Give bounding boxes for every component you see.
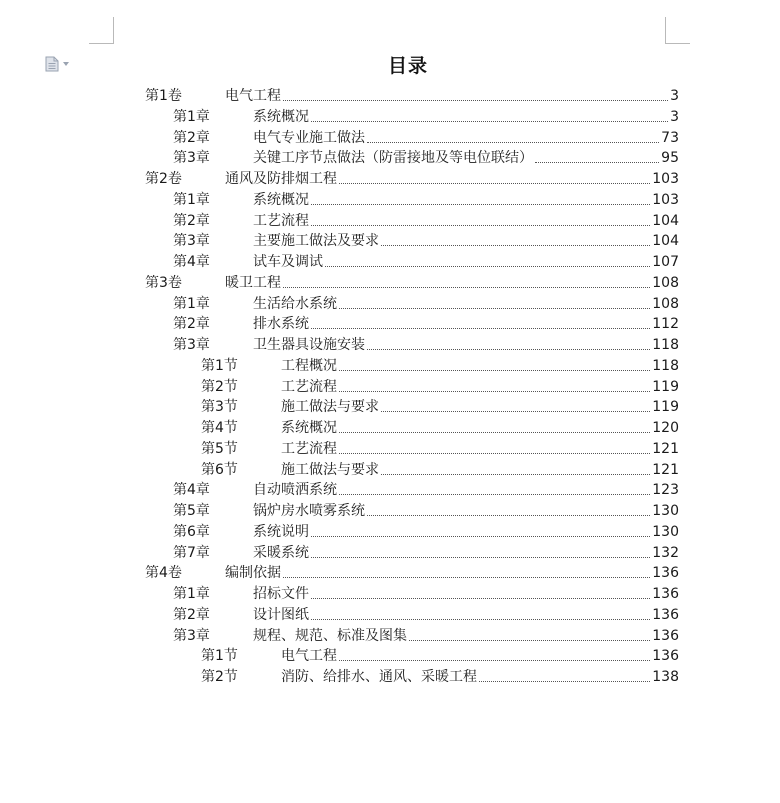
toc-entry-title: 工艺流程 (281, 440, 337, 457)
toc-dot-leader (283, 287, 650, 288)
toc-entry-number: 第5节 (201, 440, 238, 457)
toc-entry-page: 136 (652, 565, 679, 582)
toc-entry-page: 108 (652, 295, 679, 312)
toc-entry-page: 120 (652, 420, 679, 436)
toc-entry-page: 107 (652, 254, 679, 270)
toc-dot-leader (339, 391, 650, 392)
toc-dot-leader (311, 619, 650, 620)
toc-dot-leader (367, 142, 659, 143)
toc-entry[interactable] (173, 584, 679, 604)
toc-dot-leader (311, 204, 650, 205)
toc-entry-title: 系统概况 (253, 108, 309, 125)
toc-dot-leader (311, 557, 650, 558)
toc-dot-leader (381, 411, 650, 412)
toc-entry[interactable] (173, 605, 679, 625)
toc-entry-title: 工程概况 (281, 357, 337, 374)
toc-entry[interactable] (201, 667, 679, 687)
toc-entry-number: 第4章 (173, 254, 210, 270)
toc-entry[interactable] (173, 480, 679, 500)
toc-dot-leader (311, 598, 650, 599)
toc-entry-number: 第3章 (173, 337, 210, 353)
toc-entry-page: 119 (652, 399, 679, 416)
toc-entry[interactable] (145, 169, 679, 189)
page-corner-mark-top-right (665, 17, 690, 44)
toc-entry[interactable] (145, 86, 679, 106)
toc-entry-page: 3 (670, 108, 679, 125)
toc-entry[interactable] (201, 646, 679, 666)
toc-entry-title: 编制依据 (225, 565, 281, 582)
toc-dot-leader (479, 681, 650, 682)
toc-entry[interactable] (173, 190, 679, 210)
toc-entry-title: 工艺流程 (253, 212, 309, 229)
toc-entry-page: 95 (661, 150, 679, 167)
toc-dot-leader (339, 370, 650, 371)
toc-dot-leader (339, 183, 650, 184)
toc-entry-title: 自动喷洒系统 (253, 482, 337, 499)
toc-entry-page: 118 (652, 337, 679, 353)
toc-entry-number: 第1卷 (145, 88, 182, 104)
toc-dot-leader (283, 100, 668, 101)
toc-entry[interactable] (173, 211, 679, 231)
toc-entry-number: 第5章 (173, 503, 210, 519)
toc-entry-title: 锅炉房水喷雾系统 (253, 503, 365, 519)
toc-entry-number: 第2章 (173, 316, 210, 333)
toc-entry-number: 第2节 (201, 378, 238, 395)
toc-entry[interactable] (145, 563, 679, 583)
toc-entry-page: 119 (652, 378, 679, 395)
toc-dot-leader (381, 474, 650, 475)
toc-entry-number: 第1章 (173, 191, 210, 208)
toc-dot-leader (311, 328, 650, 329)
toc-entry-number: 第3章 (173, 627, 210, 644)
toc-entry-number: 第3卷 (145, 274, 182, 291)
toc-entry-page: 136 (652, 586, 679, 602)
toc-dot-leader (339, 453, 650, 454)
toc-entry-page: 3 (670, 88, 679, 104)
toc-dot-leader (339, 660, 650, 661)
toc-entry-title: 电气工程 (281, 648, 337, 665)
toc-entry-page: 130 (652, 503, 679, 519)
toc-entry-title: 设计图纸 (253, 606, 309, 623)
toc-entry-title: 试车及调试 (253, 254, 323, 270)
toc-entry-number: 第3章 (173, 233, 210, 250)
toc-entry[interactable] (173, 626, 679, 646)
toc-dot-leader (311, 121, 668, 122)
toc-entry-number: 第4卷 (145, 565, 182, 582)
toc-entry[interactable] (173, 252, 679, 272)
toc-entry-title: 生活给水系统 (253, 295, 337, 312)
toc-entry-title: 电气专业施工做法 (253, 129, 365, 146)
toc-title: 目录 (387, 55, 428, 77)
toc-dot-leader (367, 515, 650, 516)
toc-entry[interactable] (201, 460, 679, 480)
toc-dot-leader (325, 266, 650, 267)
toc-entry-number: 第3章 (173, 150, 210, 167)
toc-entry[interactable] (173, 501, 679, 521)
toc-entry[interactable] (201, 439, 679, 459)
toc-dot-leader (339, 308, 650, 309)
toc-dot-leader (381, 245, 650, 246)
toc-entry-number: 第1节 (201, 357, 238, 374)
toc-entry-page: 136 (652, 606, 679, 623)
toc-entry-page: 73 (661, 129, 679, 146)
toc-entry-number: 第6节 (201, 461, 238, 478)
toc-entry-title: 卫生器具设施安装 (253, 337, 365, 353)
toc-dot-leader (367, 349, 650, 350)
toc-entry-number: 第2章 (173, 129, 210, 146)
toc-entry-number: 第1章 (173, 108, 210, 125)
toc-entry[interactable] (173, 522, 679, 542)
toc-entry-number: 第4章 (173, 482, 210, 499)
toc-entry-title: 系统概况 (281, 420, 337, 436)
toc-entry-title: 电气工程 (225, 88, 281, 104)
toc-entry[interactable] (201, 397, 679, 417)
toc-entry-page: 138 (652, 669, 679, 685)
toc-entry-page: 130 (652, 523, 679, 540)
toc-entry-number: 第1节 (201, 648, 238, 665)
toc-dot-leader (311, 536, 650, 537)
toc-entry-title: 暖卫工程 (225, 274, 281, 291)
toc-dot-leader (283, 577, 650, 578)
toc-entry-page: 136 (652, 627, 679, 644)
toc-entry-page: 108 (652, 274, 679, 291)
toc-entry-number: 第2卷 (145, 171, 182, 187)
toc-entry-number: 第2节 (201, 669, 238, 685)
toc-entry-number: 第2章 (173, 606, 210, 623)
toc-entry[interactable] (173, 107, 679, 127)
toc-entry-title: 施工做法与要求 (281, 399, 379, 416)
toc-entry-page: 132 (652, 544, 679, 561)
toc-entry-page: 121 (652, 461, 679, 478)
toc-entry-number: 第4节 (201, 420, 238, 436)
toc-entry[interactable] (201, 418, 679, 438)
toc-entry[interactable] (173, 231, 679, 251)
toc-entry-page: 104 (652, 212, 679, 229)
toc-entry-title: 招标文件 (253, 586, 309, 602)
toc-dot-leader (535, 162, 659, 163)
toc-entry-page: 136 (652, 648, 679, 665)
toc-entry[interactable] (173, 314, 679, 334)
toc-entry-title: 系统说明 (253, 523, 309, 540)
toc-entry[interactable] (173, 294, 679, 314)
toc-dot-leader (339, 432, 650, 433)
toc-dot-leader (339, 494, 650, 495)
toc-entry-number: 第6章 (173, 523, 210, 540)
toc-entry-title: 主要施工做法及要求 (253, 233, 379, 250)
toc-entry-page: 112 (652, 316, 679, 333)
toc-entry[interactable] (173, 148, 679, 168)
toc-entry-page: 123 (652, 482, 679, 499)
toc-entry-number: 第1章 (173, 586, 210, 602)
toc-entry-page: 118 (652, 357, 679, 374)
toc-entry-title: 关键工序节点做法（防雷接地及等电位联结） (253, 150, 533, 167)
toc-entry-page: 104 (652, 233, 679, 250)
toc-entry-title: 排水系统 (253, 316, 309, 333)
toc-entry-title: 规程、规范、标准及图集 (253, 627, 407, 644)
page-corner-mark-top-left (89, 17, 114, 44)
toc-entry-title: 工艺流程 (281, 378, 337, 395)
toc-entry[interactable] (201, 377, 679, 397)
toc-entry-number: 第2章 (173, 212, 210, 229)
toc-entry-page: 103 (652, 171, 679, 187)
toc-entry-page: 121 (652, 440, 679, 457)
toc-dot-leader (311, 225, 650, 226)
toc-entry-page: 103 (652, 191, 679, 208)
toc-entry[interactable] (173, 543, 679, 563)
toc-entry-title: 系统概况 (253, 191, 309, 208)
toc-entry-number: 第3节 (201, 399, 238, 416)
toc-entry-title: 施工做法与要求 (281, 461, 379, 478)
toc-entry[interactable] (145, 273, 679, 293)
toc-entry-title: 采暖系统 (253, 544, 309, 561)
toc-dot-leader (409, 640, 650, 641)
toc-entry-number: 第1章 (173, 295, 210, 312)
toc-entry-title: 消防、给排水、通风、采暖工程 (281, 669, 477, 685)
toc-entry-title: 通风及防排烟工程 (225, 171, 337, 187)
toc-entry[interactable] (201, 356, 679, 376)
toc-entry-number: 第7章 (173, 544, 210, 561)
toc-entry[interactable] (173, 128, 679, 148)
toc-entry[interactable] (173, 335, 679, 355)
